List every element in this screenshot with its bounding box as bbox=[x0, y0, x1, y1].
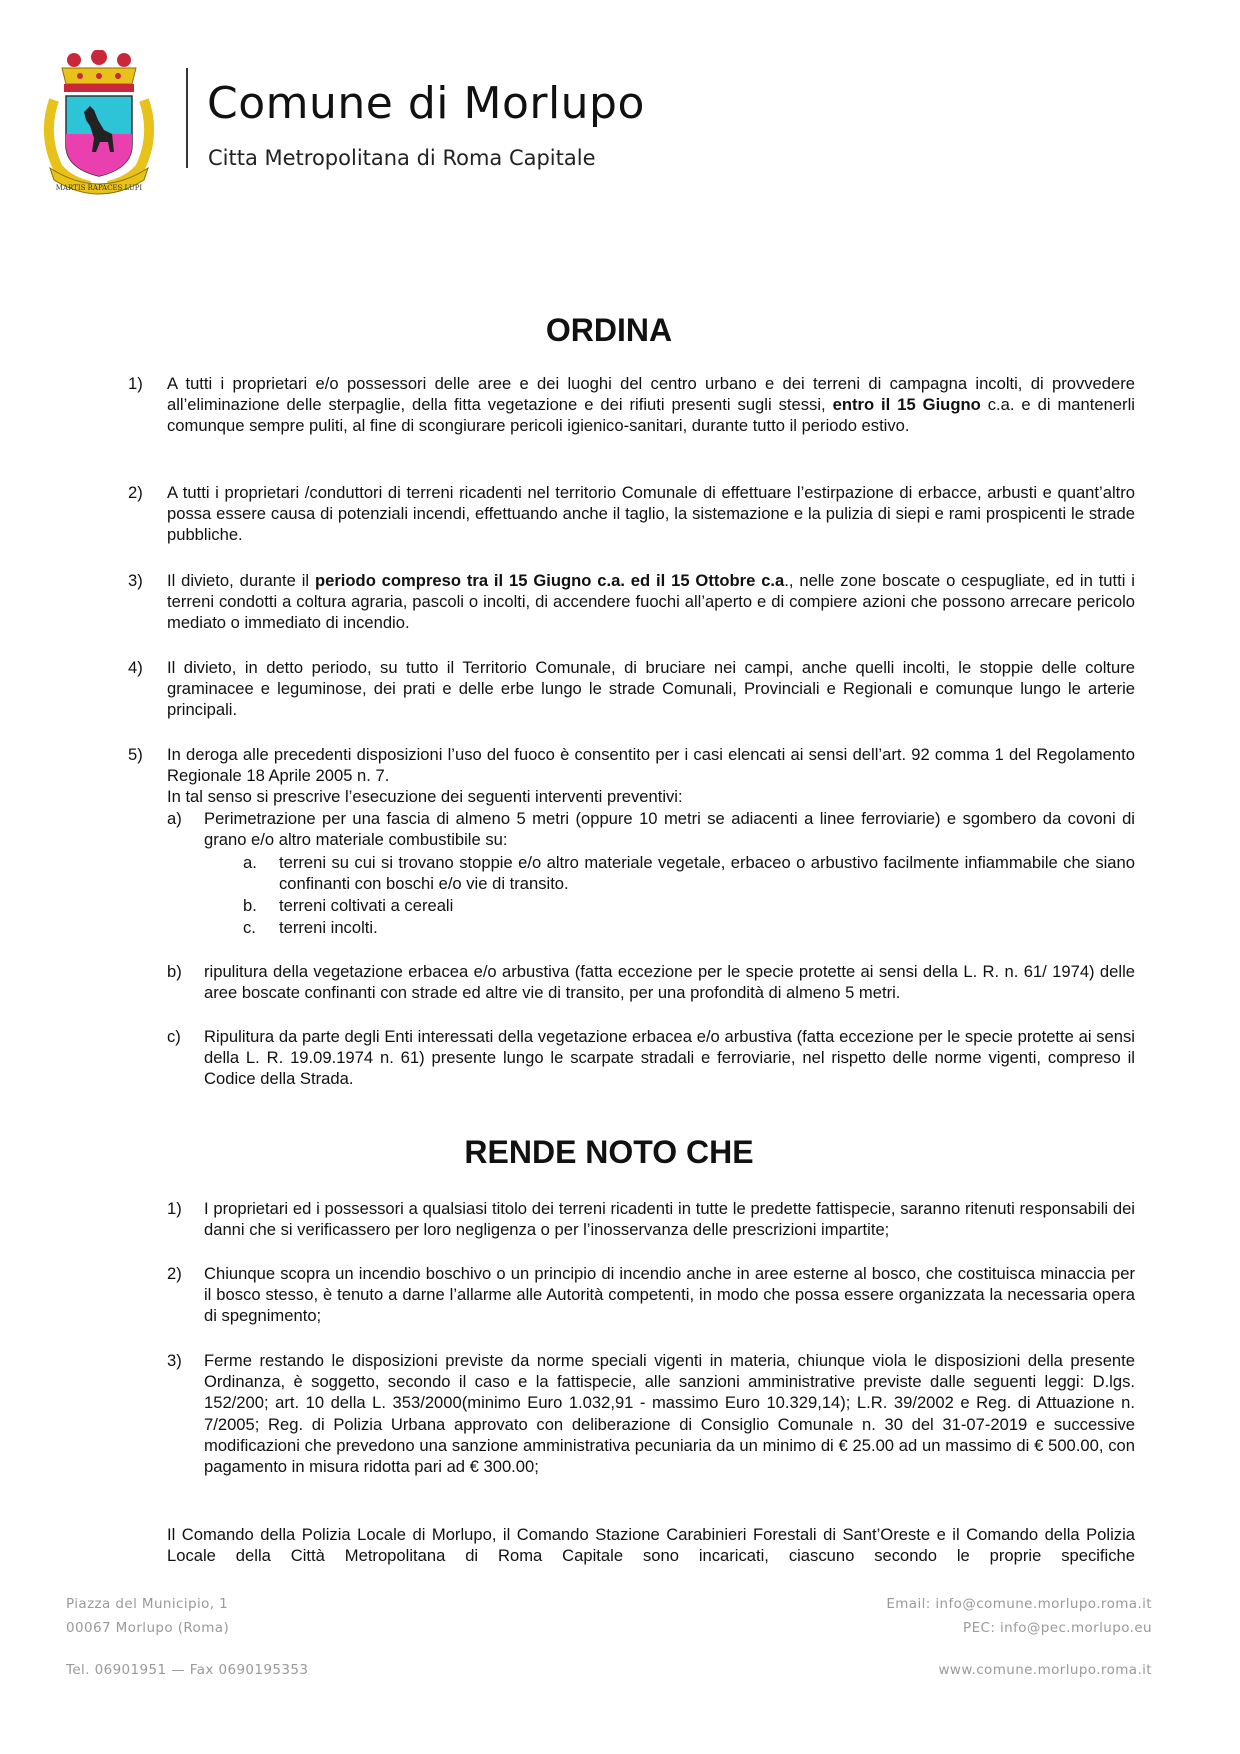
ordina-item-5-intro: In tal senso si prescrive l’esecuzione dei seguenti interventi preventivi: bbox=[167, 787, 683, 806]
ordina-item-1-deadline: entro il 15 Giugno bbox=[832, 395, 981, 415]
municipality-name: Comune di Morlupo bbox=[207, 78, 645, 129]
ordina-item-3-text-continued: ., nelle zone boscate o cespugliate, ed in tutti i terreni condotti a coltura agraria, pascoli o incolti, di accendere fuochi all’aperto e di compiere azioni che possono arrecare pericolo mediato o immediato di incendio. bbox=[167, 571, 1135, 633]
region-name: Citta Metropolitana di Roma Capitale bbox=[208, 146, 596, 170]
header-divider bbox=[186, 68, 188, 168]
ordina-item-4: Il divieto, in detto periodo, su tutto il Territorio Comunale, di bruciare nei campi, anche quelli incolti, le stoppie delle colture graminacee e leguminose, dei prati e delle erbe lungo le strade Comunali, Provinciali e Regionali e comunque lungo le arterie principali. bbox=[167, 658, 1135, 720]
ordina-item-1-text-continued: c.a. e di mantenerli comunque sempre puliti, al fine di scongiurare pericoli igienico-sanitari, durante tutto il periodo estivo. bbox=[167, 395, 1135, 436]
ordina-item-number: 1) bbox=[128, 374, 143, 393]
ordina-item-number: 5) bbox=[128, 745, 143, 764]
closing-paragraph: Il Comando della Polizia Locale di Morlupo, il Comando Stazione Carabinieri Forestali di Sant’Oreste e il Comando della Polizia Locale della Città Metropolitana di Roma Capitale sono incaricati, ciascuno secondo le proprie specifiche bbox=[167, 1525, 1135, 1566]
sub-item-number: b) bbox=[167, 962, 182, 981]
municipal-crest bbox=[40, 50, 158, 195]
section-heading-ordina: ORDINA bbox=[545, 312, 673, 348]
ordina-item-1 bbox=[167, 373, 1135, 437]
sub-item-number: a) bbox=[167, 809, 182, 828]
rende-item-2: Chiunque scopra un incendio boschivo o un principio di incendio anche in aree esterne al bosco, che costituisca minaccia per il bosco stesso, è tenuto a darne l’allarme alle Autorità competenti, in modo che possa essere organizzata la necessaria opera di spegnimento; bbox=[204, 1264, 1135, 1326]
ordina-item-3-period: periodo compreso tra il 15 Giugno c.a. ed il 15 Ottobre c.a bbox=[314, 571, 785, 590]
rende-item-1: I proprietari ed i possessori a qualsiasi titolo dei terreni ricadenti in tutte le predette fattispecie, saranno ritenuti responsabili dei danni che si verificassero per loro negligenza o per l’inosservanza delle prescrizioni impartite; bbox=[204, 1199, 1135, 1240]
ordina-item-number: 2) bbox=[128, 483, 143, 502]
footer-address-line1: Piazza del Municipio, 1 bbox=[66, 1596, 229, 1612]
ordina-item-3 bbox=[167, 570, 1135, 634]
svg-text:MARTIS RAPACES LUPI: MARTIS RAPACES LUPI bbox=[55, 184, 143, 192]
ordina-item-number: 3) bbox=[128, 571, 143, 590]
footer-website: www.comune.morlupo.roma.it bbox=[938, 1662, 1152, 1678]
ordina-item-1-text: A tutti i proprietari e/o possessori delle aree e dei luoghi del centro urbano e dei terreni di campagna incolti, di provvedere all’eliminazione delle sterpaglie, della fitta vegetazione e dei rifiuti presenti sugli stessi, bbox=[167, 374, 1135, 415]
rende-item-number: 2) bbox=[167, 1264, 182, 1283]
subsub-item-a: terreni su cui si trovano stoppie e/o altro materiale vegetale, erbaceo o arbustivo facilmente infiammabile che siano confinanti con boschi e/o vie di transito. bbox=[279, 853, 1135, 894]
sub-item-a: Perimetrazione per una fascia di almeno 5 metri (oppure 10 metri se adiacenti a linee ferroviarie) e sgombero da covoni di grano e/o altro materiale combustibile su: bbox=[204, 809, 1135, 850]
ordina-item-5: In deroga alle precedenti disposizioni l’uso del fuoco è consentito per i casi elencati ai sensi dell’art. 92 comma 1 del Regolamento Regionale 18 Aprile 2005 n. 7. bbox=[167, 745, 1135, 786]
rende-item-number: 3) bbox=[167, 1351, 182, 1370]
section-heading-rende-noto: RENDE NOTO CHE bbox=[464, 1134, 754, 1170]
subsub-item-number: b. bbox=[243, 896, 257, 915]
sub-item-b: ripulitura della vegetazione erbacea e/o arbustiva (fatta eccezione per le specie protette ai sensi della L. R. n. 61/ 1974) delle aree boscate confinanti con strade ed altre vie di transito, per una profondità di almeno 5 metri. bbox=[204, 962, 1135, 1003]
subsub-item-b: terreni coltivati a cereali bbox=[279, 896, 454, 915]
subsub-item-number: a. bbox=[243, 853, 257, 872]
ordina-item-2: A tutti i proprietari /conduttori di terreni ricadenti nel territorio Comunale di effettuare l’estirpazione di erbacce, arbusti e quant’altro possa essere causa di potenziali incendi, effettuando anche il taglio, la sistemazione e la pulizia di siepi e rami prospicenti le strade pubbliche. bbox=[167, 483, 1135, 545]
subsub-item-c: terreni incolti. bbox=[279, 918, 378, 937]
footer-pec: PEC: info@pec.morlupo.eu bbox=[963, 1620, 1152, 1636]
sub-item-number: c) bbox=[167, 1027, 181, 1046]
sub-item-c: Ripulitura da parte degli Enti interessati della vegetazione erbacea e/o arbustiva (fatta eccezione per le specie protette ai sensi della L. R. 19.09.1974 n. 61) presente lungo le scarpate stradali e ferroviarie, nel rispetto delle norme vigenti, compreso il Codice della Strada. bbox=[204, 1027, 1135, 1089]
rende-item-3: Ferme restando le disposizioni previste da norme speciali vigenti in materia, chiunque viola le disposizioni della presente Ordinanza, è soggetto, secondo il caso e la fattispecie, alle sanzioni amministrative previste dalle seguenti leggi: D.lgs. 152/200; art. 10 della L. 353/2000(minimo Euro 1.032,91 - massimo Euro 10.329,14); L.R. 39/2002 e Reg. di Attuazione n. 7/2005; Reg. di Polizia Urbana approvato con deliberazione di Consiglio Comunale n. 30 del 31-07-2019 e successive modificazioni che prevedono una sanzione amministrativa pecuniaria da un minimo di € 25.00 ad un massimo di € 500.00, con pagamento in misura ridotta pari ad € 300.00; bbox=[204, 1351, 1135, 1477]
ordina-item-3-text: Il divieto, durante il bbox=[167, 571, 310, 590]
footer-phone: Tel. 06901951 — Fax 0690195353 bbox=[66, 1662, 309, 1678]
ordina-item-number: 4) bbox=[128, 658, 143, 677]
rende-item-number: 1) bbox=[167, 1199, 182, 1218]
footer-email: Email: info@comune.morlupo.roma.it bbox=[886, 1596, 1152, 1612]
footer-address-line2: 00067 Morlupo (Roma) bbox=[66, 1620, 230, 1636]
subsub-item-number: c. bbox=[243, 918, 256, 937]
